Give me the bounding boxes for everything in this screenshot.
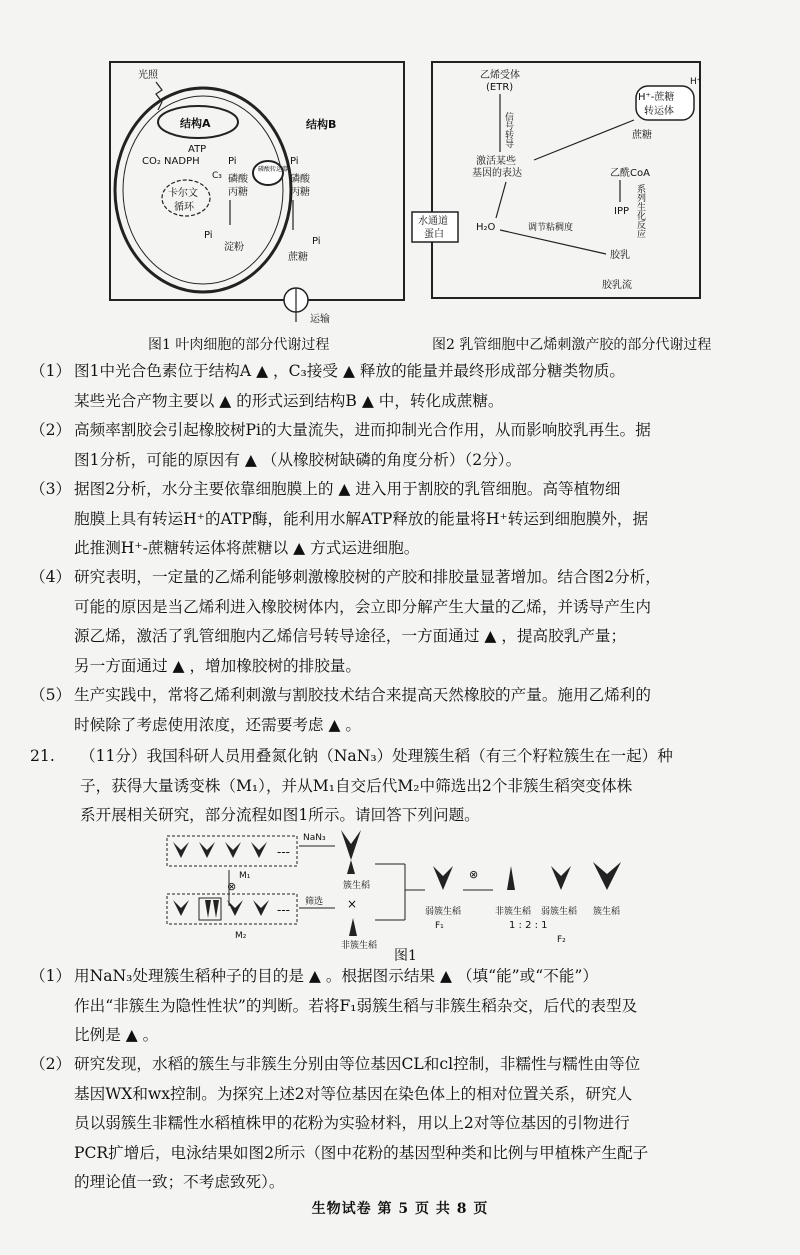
question-4 [30,563,775,681]
question-2 [30,416,775,475]
figure1-caption: 图1 叶肉细胞的部分代谢过程 [148,337,330,353]
triose2-label-2: 丙糖 [290,187,310,198]
question-3-number: （3） [30,480,72,498]
calvin-label: 卡尔文 [168,188,198,199]
f2-label: F₂ [557,935,566,945]
question-2-text: 高频率割胶会引起橡胶树Pi的大量流失，进而抑制光合作用，从而影响胶乳再生。据 图1分析，可能的原因有 ▲ （从橡胶树缺磷的角度分析）（2分）。 [74,421,651,469]
nan3-label: NaN₃ [303,833,326,843]
noncluster-label: 非簇生稻 [341,941,378,950]
hplus-out-label: H⁺ [690,77,702,87]
question-1-text: 图1中光合色素位于结构A ▲ ，C₃接受 ▲ 释放的能量并最终形成部分糖类物质。 某些光合产物主要以 ▲ 的形式运到结构B ▲ 中，转化成蔗糖。 [74,362,625,410]
etr-label: 乙烯受体 [480,70,520,81]
triose2-label-1: 丙糖 [228,187,248,198]
question-2-number: （2） [30,421,72,439]
question-3 [30,475,775,564]
transporter-label: 磷酸转运器 [258,166,289,173]
question-4-number: （4） [30,568,72,586]
question-5-number: （5） [30,686,72,704]
selfing-label-1: ⊗ [227,880,237,893]
pi-label-1: Pi [228,156,237,167]
gene2-label: 基因的表达 [472,168,522,179]
figure3-caption: 图1 [394,948,417,964]
structure-a-label: 结构A [180,117,211,130]
nadph-label: CO₂ NADPH [142,156,200,167]
cluster-label: 簇生稻 [343,881,371,891]
svg-text:---: --- [277,845,290,859]
question-5 [30,681,775,740]
figure3-diagram [165,830,645,950]
etr2-label: (ETR) [486,82,514,93]
structure-b-label: 结构B [306,118,337,131]
weak-label: 弱簇生稻 [425,907,462,917]
h2o-label: H₂O [476,222,496,233]
cross-label: × [347,897,358,911]
latex-flow-label: 胶乳流 [602,280,632,291]
latex-label: 胶乳 [610,250,630,261]
sub-question-2-text: 研究发现，水稻的簇生与非簇生分别由等位基因CL和cl控制，非糯性与糯性由等位 基因WX和wx控制。为探究上述2对等位基因在染色体上的相对位置关系，研究人 员以弱簇生非糯性水稻植株甲的花粉为实验材料，用以上2对等位基因的引物进行 PCR扩增后，电泳结果如图2所示（图中花粉的基因型种类和比例与甲植株产生配子 的理论值一致；不考虑致死）。 [74,1055,649,1191]
ipp-label: IPP [614,206,630,217]
f2-noncluster-label: 非簇生稻 [495,907,532,917]
figure1-diagram [108,60,408,330]
svg-text:---: --- [277,903,290,917]
gene-label: 激活某些 [476,156,516,167]
series-label: 系列生化反应 [635,184,645,238]
figure2-diagram [410,60,710,300]
pi-label-2: Pi [204,230,213,241]
pi-label-3: Pi [290,156,299,167]
question-4-text: 研究表明，一定量的乙烯利能够刺激橡胶树的产胶和排胶量显著增加。结合图2分析， 可能的原因是当乙烯利进入橡胶树体内，会立即分解产生大量的乙烯，并诱导产生内 源乙烯，激活了乳管细胞内乙烯信号转导途径，一方面通过 ▲ ，提高胶乳产量； 另一方面通过 ▲ ，增加橡胶树的排胶量。 [74,568,661,675]
sub-question-1 [30,962,775,1051]
triose-label-2: 磷酸 [290,174,310,185]
question-21-text: （11分）我国科研人员用叠氮化钠（NaN₃）处理簇生稻（有三个籽粒簇生在一起）种 子，获得大量诱变株（M₁），并从M₁自交后代M₂中筛选出2个非簇生稻突变体株 系开展相关研究，部分流程如图1所示。请回答下列问题。 [80,747,673,824]
figure2-caption: 图2 乳管细胞中乙烯刺激产胶的部分代谢过程 [432,337,712,353]
m2-label: M₂ [235,931,247,941]
signal-label: 信号转导 [503,112,513,148]
aquaporin2-label: 蛋白 [424,229,444,240]
f2-ratio-label: 1 : 2 : 1 [509,920,548,931]
f2-weak-label: 弱簇生稻 [541,907,578,917]
sub-question-2-number: （2） [30,1055,72,1073]
question-3-text: 据图2分析，水分主要依靠细胞膜上的 ▲ 进入用于割胶的乳管细胞。高等植物细 胞膜上具有转运H⁺的ATP酶，能利用水解ATP释放的能量将H⁺转运到细胞膜外，据 此推测H⁺-蔗糖转运体将蔗糖以 ▲ 方式运进细胞。 [74,480,649,557]
starch-label: 淀粉 [224,242,244,253]
sub-question-2 [30,1050,775,1198]
page-footer: 生物试卷 第 5 页 共 8 页 [311,1201,489,1217]
c3-label: C₃ [212,171,222,181]
aquaporin-label: 水通道 [418,216,448,227]
question-5-text: 生产实践中，常将乙烯利刺激与割胶技术结合来提高天然橡胶的产量。施用乙烯利的 时候除了考虑使用浓度，还需要考虑 ▲ 。 [74,686,651,734]
sucrose2-label: 蔗糖 [632,130,652,141]
h-sucrose-label: H⁺-蔗糖 [638,92,675,103]
f1-label: F₁ [435,921,444,931]
cycle-label: 循环 [174,202,194,213]
question-21-number: 21. [30,747,55,765]
question-1-number: （1） [30,362,72,380]
m1-label: M₁ [239,871,251,881]
sub-question-1-text: 用NaN₃处理簇生稻种子的目的是 ▲ 。根据图示结果 ▲ （填“能”或“不能”） 作出“非簇生为隐性性状”的判断。若将F₁弱簇生稻与非簇生稻杂交，后代的表型及 比例是 ▲ 。 [74,967,638,1044]
viscosity-label: 调节粘稠度 [528,223,574,233]
acetylcoa-label: 乙酰CoA [610,168,650,179]
triose-label-1: 磷酸 [228,174,248,185]
screen-label: 筛选 [305,897,324,907]
atp-label: ATP [188,144,207,155]
transport-label: 运输 [310,314,330,325]
pi-label-4: Pi [312,236,321,247]
selfing-label-2: ⊗ [469,868,479,881]
question-21 [30,742,775,831]
question-1 [30,357,775,416]
light-label: 光照 [138,70,158,81]
sucrose-label: 蔗糖 [288,252,308,263]
f2-cluster-label: 簇生稻 [593,907,621,917]
sub-question-1-number: （1） [30,967,72,985]
transporter2-label: 转运体 [644,106,674,117]
